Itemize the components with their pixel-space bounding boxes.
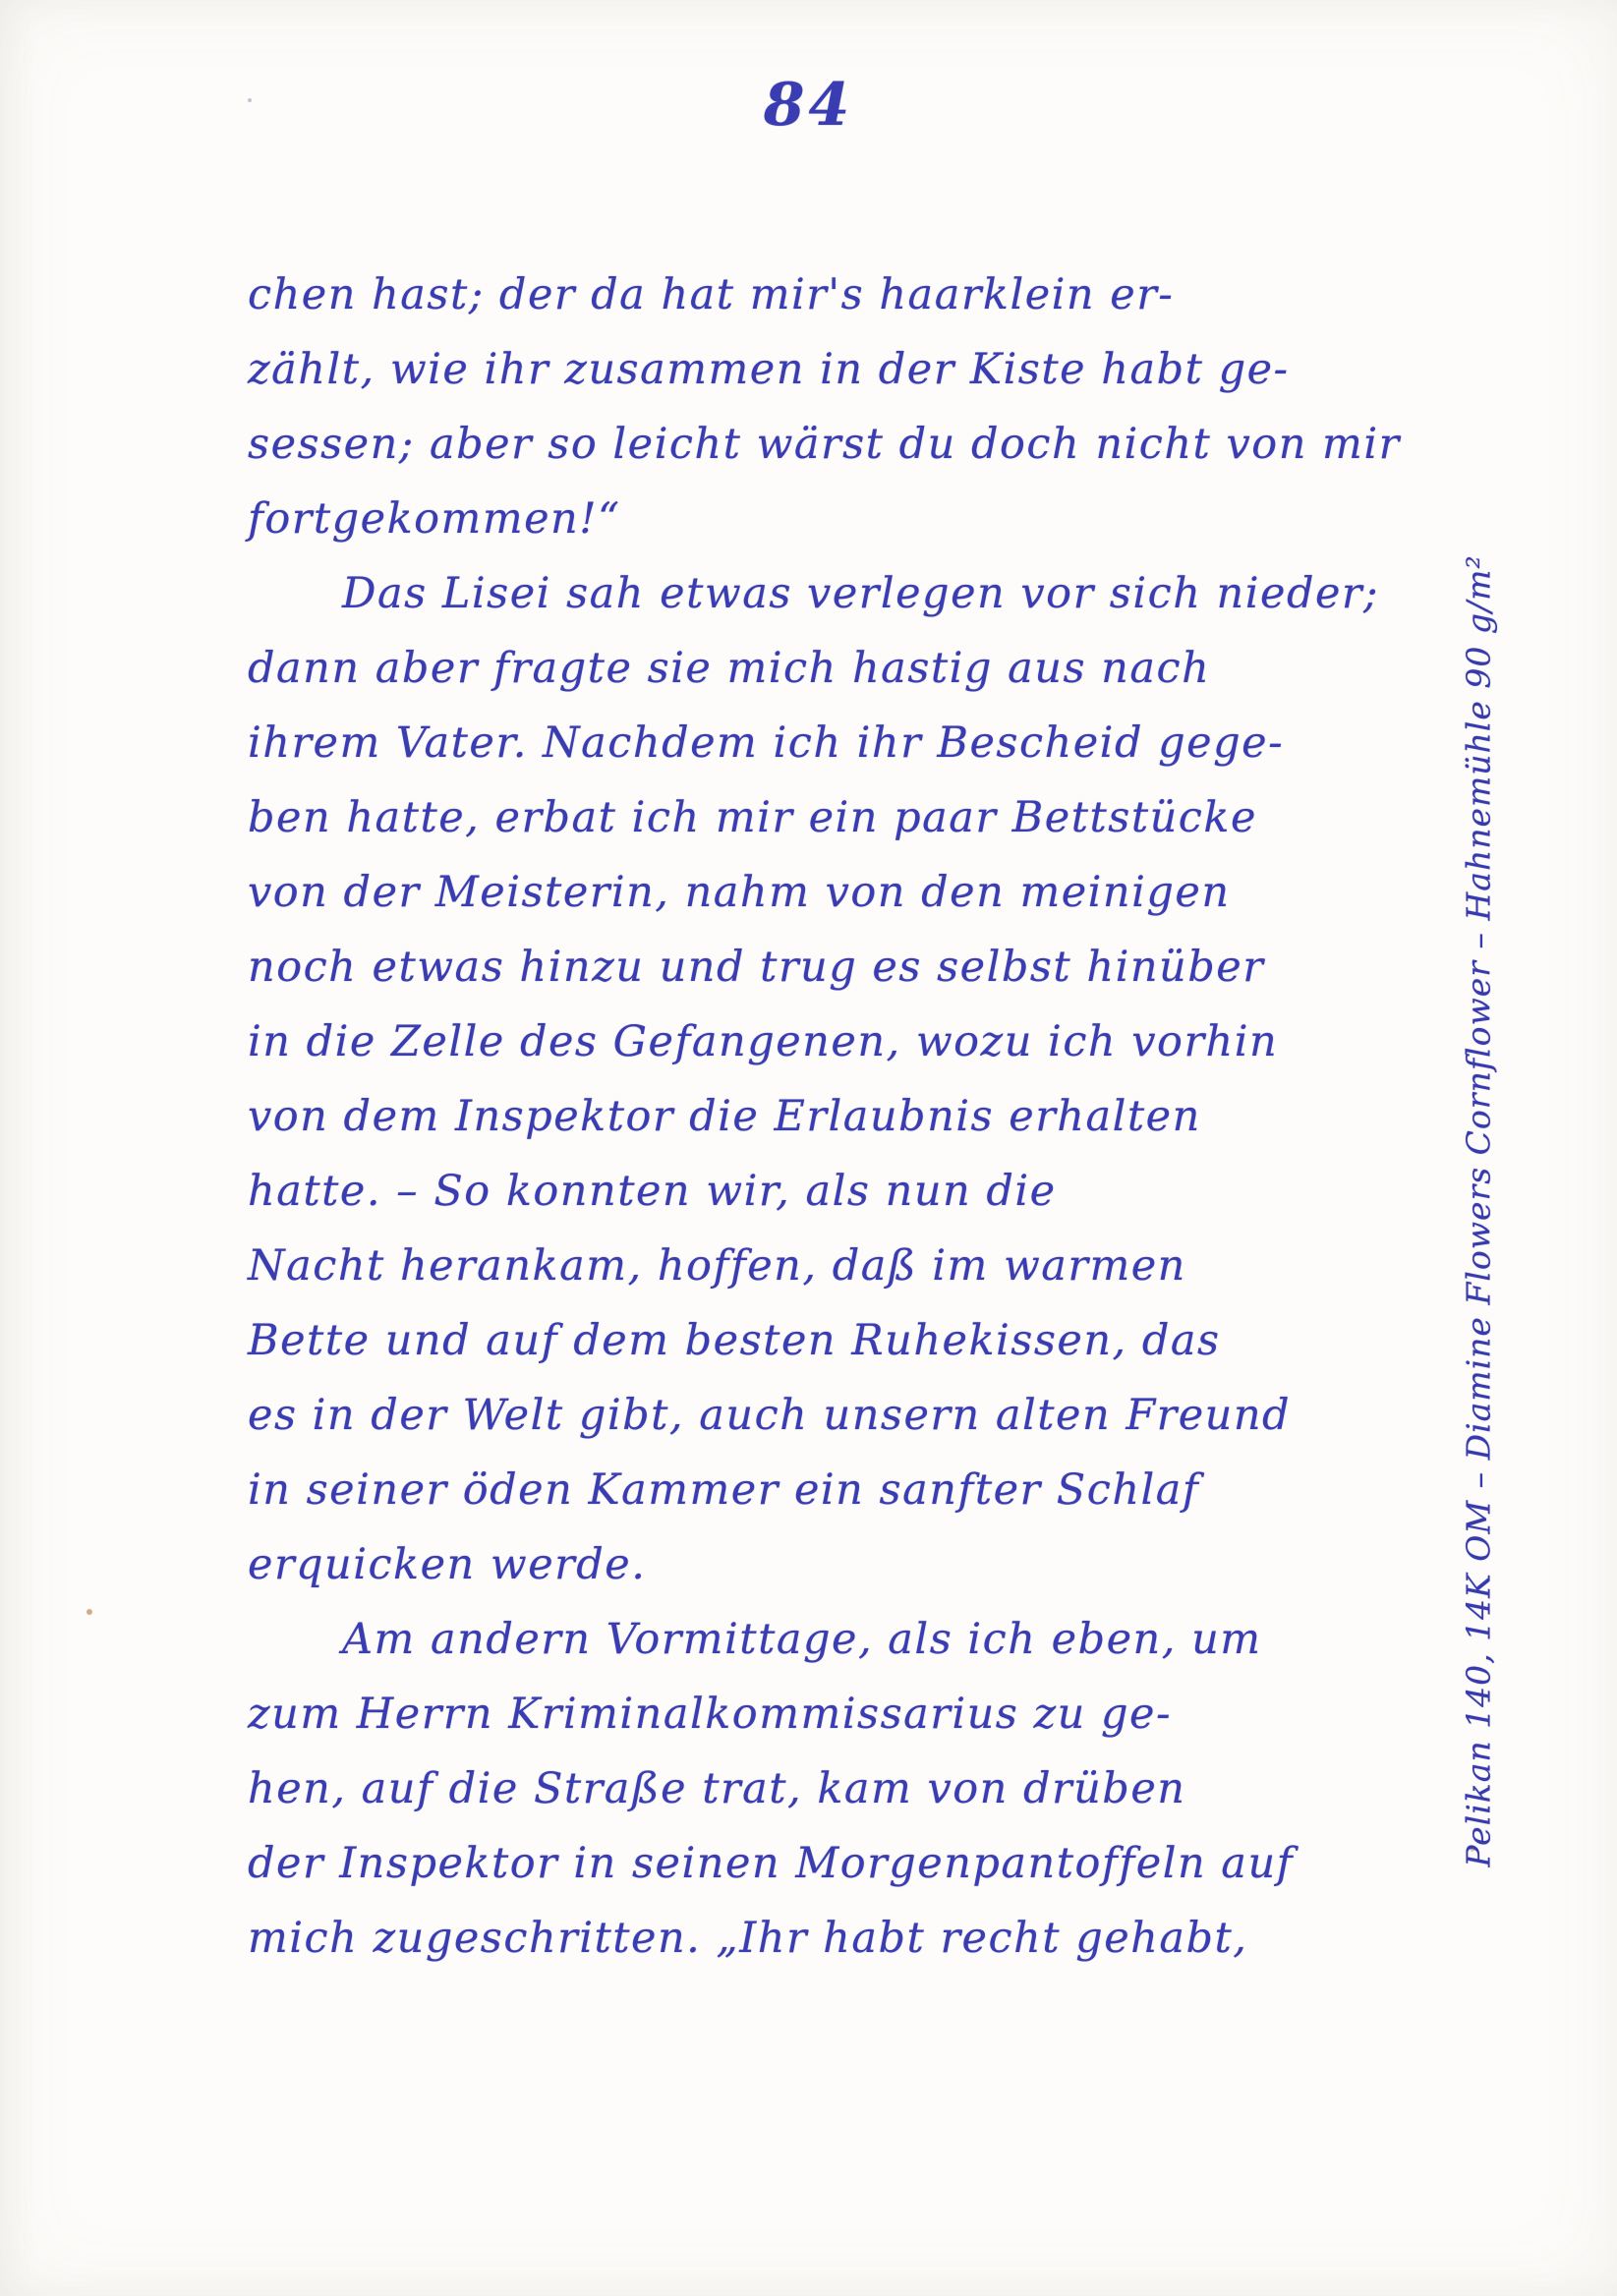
paper-speck bbox=[87, 1609, 92, 1615]
handwritten-line: Nacht herankam, hoffen, daß im warmen bbox=[248, 1241, 1186, 1291]
page-number: 84 bbox=[763, 71, 854, 140]
handwritten-line: chen hast; der da hat mir's haarklein er- bbox=[248, 270, 1175, 319]
handwritten-line: von dem Inspektor die Erlaubnis erhalten bbox=[248, 1092, 1201, 1141]
handwritten-line: erquicken werde. bbox=[248, 1540, 647, 1589]
paper-speck bbox=[1471, 1848, 1474, 1852]
handwritten-line: sessen; aber so leicht wärst du doch nicht von mir bbox=[248, 420, 1401, 469]
paper-speck bbox=[248, 98, 252, 102]
margin-note-writing-materials: Pelikan 140, 14K OM – Diamine Flowers Cornflower – Hahnemühle 90 g/m² bbox=[1459, 554, 1498, 1867]
handwritten-line: hatte. – So konnten wir, als nun die bbox=[248, 1167, 1057, 1216]
handwritten-line: mich zugeschritten. „Ihr habt recht gehabt, bbox=[248, 1914, 1248, 1963]
handwritten-line: es in der Welt gibt, auch unsern alten Freund bbox=[248, 1391, 1292, 1440]
handwritten-line: in seiner öden Kammer ein sanfter Schlaf bbox=[248, 1465, 1200, 1515]
handwritten-line: zum Herrn Kriminalkommissarius zu ge- bbox=[248, 1690, 1173, 1739]
handwritten-text-block bbox=[248, 263, 1427, 1981]
handwritten-line: Bette und auf dem besten Ruhekissen, das bbox=[248, 1316, 1221, 1365]
handwritten-line: von der Meisterin, nahm von den meinigen bbox=[248, 868, 1231, 917]
handwritten-line: ben hatte, erbat ich mir ein paar Bettstücke bbox=[248, 793, 1257, 842]
handwritten-line: ihrem Vater. Nachdem ich ihr Bescheid gege- bbox=[248, 718, 1285, 768]
handwritten-line-paragraph-start: Am andern Vormittage, als ich eben, um bbox=[342, 1615, 1262, 1664]
handwritten-line: zählt, wie ihr zusammen in der Kiste habt ge- bbox=[248, 345, 1290, 394]
handwritten-line: hen, auf die Straße trat, kam von drüben bbox=[248, 1764, 1186, 1813]
handwritten-line: der Inspektor in seinen Morgenpantoffeln auf bbox=[248, 1839, 1295, 1888]
handwritten-line: in die Zelle des Gefangenen, wozu ich vorhin bbox=[248, 1017, 1279, 1066]
handwritten-line: dann aber fragte sie mich hastig aus nach bbox=[248, 644, 1211, 693]
handwritten-line-paragraph-start: Das Lisei sah etwas verlegen vor sich nieder; bbox=[342, 569, 1379, 618]
handwritten-line: noch etwas hinzu und trug es selbst hinüber bbox=[248, 943, 1265, 992]
handwritten-line: fortgekommen!“ bbox=[248, 494, 621, 544]
